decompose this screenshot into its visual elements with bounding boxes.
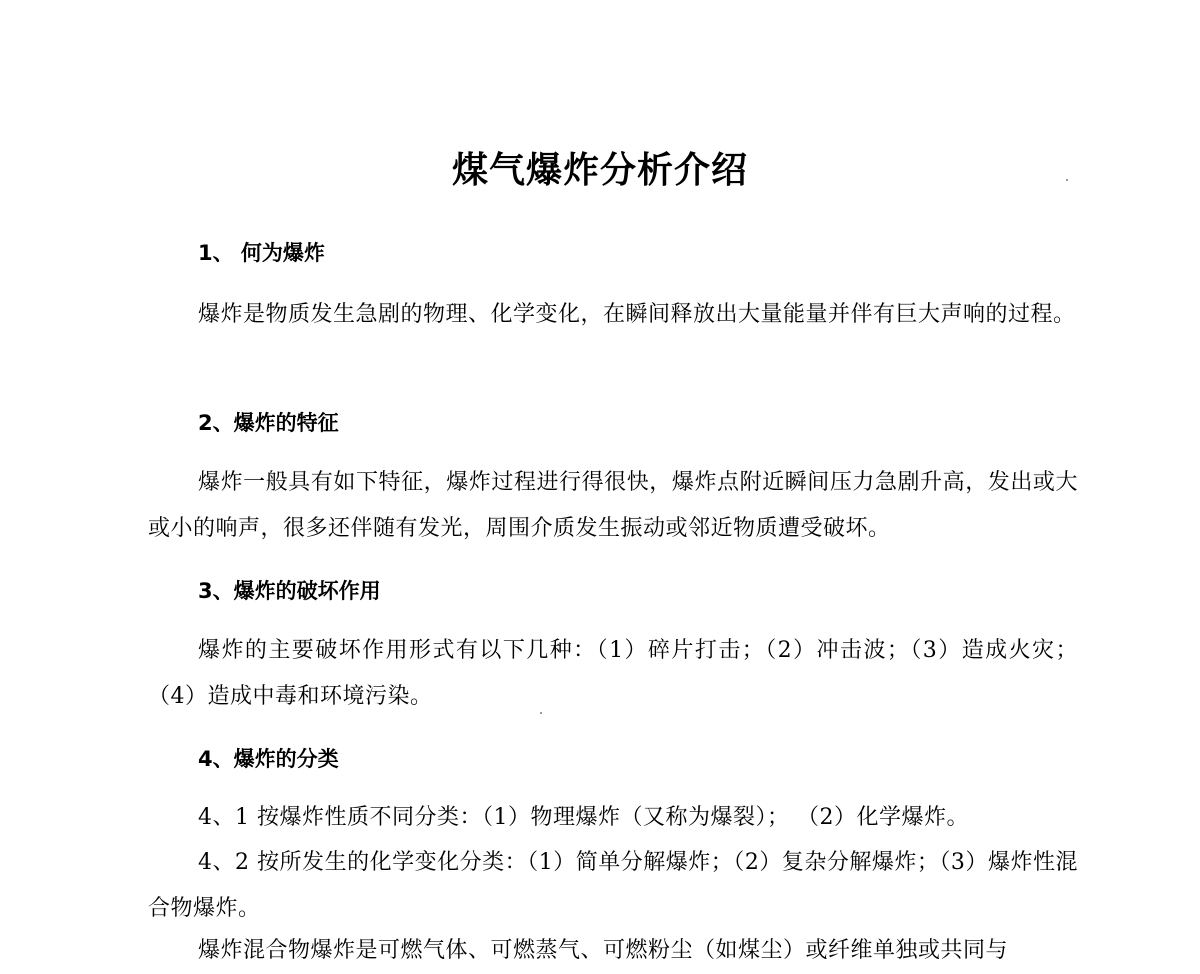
section-1-paragraph: 爆炸是物质发生急剧的物理、化学变化，在瞬间释放出大量能量并伴有巨大声响的过程。 [198, 302, 1076, 327]
section-4-paragraph-2: 4、2 按所发生的化学变化分类：（1）简单分解爆炸；（2）复杂分解爆炸；（3）爆炸性混合物爆炸。 [148, 850, 1078, 921]
document-title: 煤气爆炸分析介绍 [451, 150, 748, 191]
section-4-paragraph-1: 4、1 按爆炸性质不同分类：（1）物理爆炸（又称为爆裂）； （2）化学爆炸。 [198, 805, 969, 830]
scan-speck [540, 712, 542, 714]
section-heading-4: 4、爆炸的分类 [198, 747, 339, 771]
section-heading-1: 1、 何为爆炸 [198, 241, 325, 265]
section-4-paragraph-3: 爆炸混合物爆炸是可燃气体、可燃蒸气、可燃粉尘（如煤尘）或纤维单独或共同与 [198, 938, 1009, 963]
scan-speck [1066, 179, 1068, 181]
section-3-paragraph: 爆炸的主要破坏作用形式有以下几种：（1）碎片打击；（2）冲击波；（3）造成火灾；（4）造成中毒和环境污染。 [148, 638, 1078, 709]
section-2-paragraph: 爆炸一般具有如下特征，爆炸过程进行得很快，爆炸点附近瞬间压力急剧升高，发出或大或小的响声，很多还伴随有发光，周围介质发生振动或邻近物质遭受破坏。 [148, 470, 1078, 541]
section-heading-2: 2、爆炸的特征 [198, 411, 339, 435]
section-heading-3: 3、爆炸的破坏作用 [198, 579, 381, 603]
